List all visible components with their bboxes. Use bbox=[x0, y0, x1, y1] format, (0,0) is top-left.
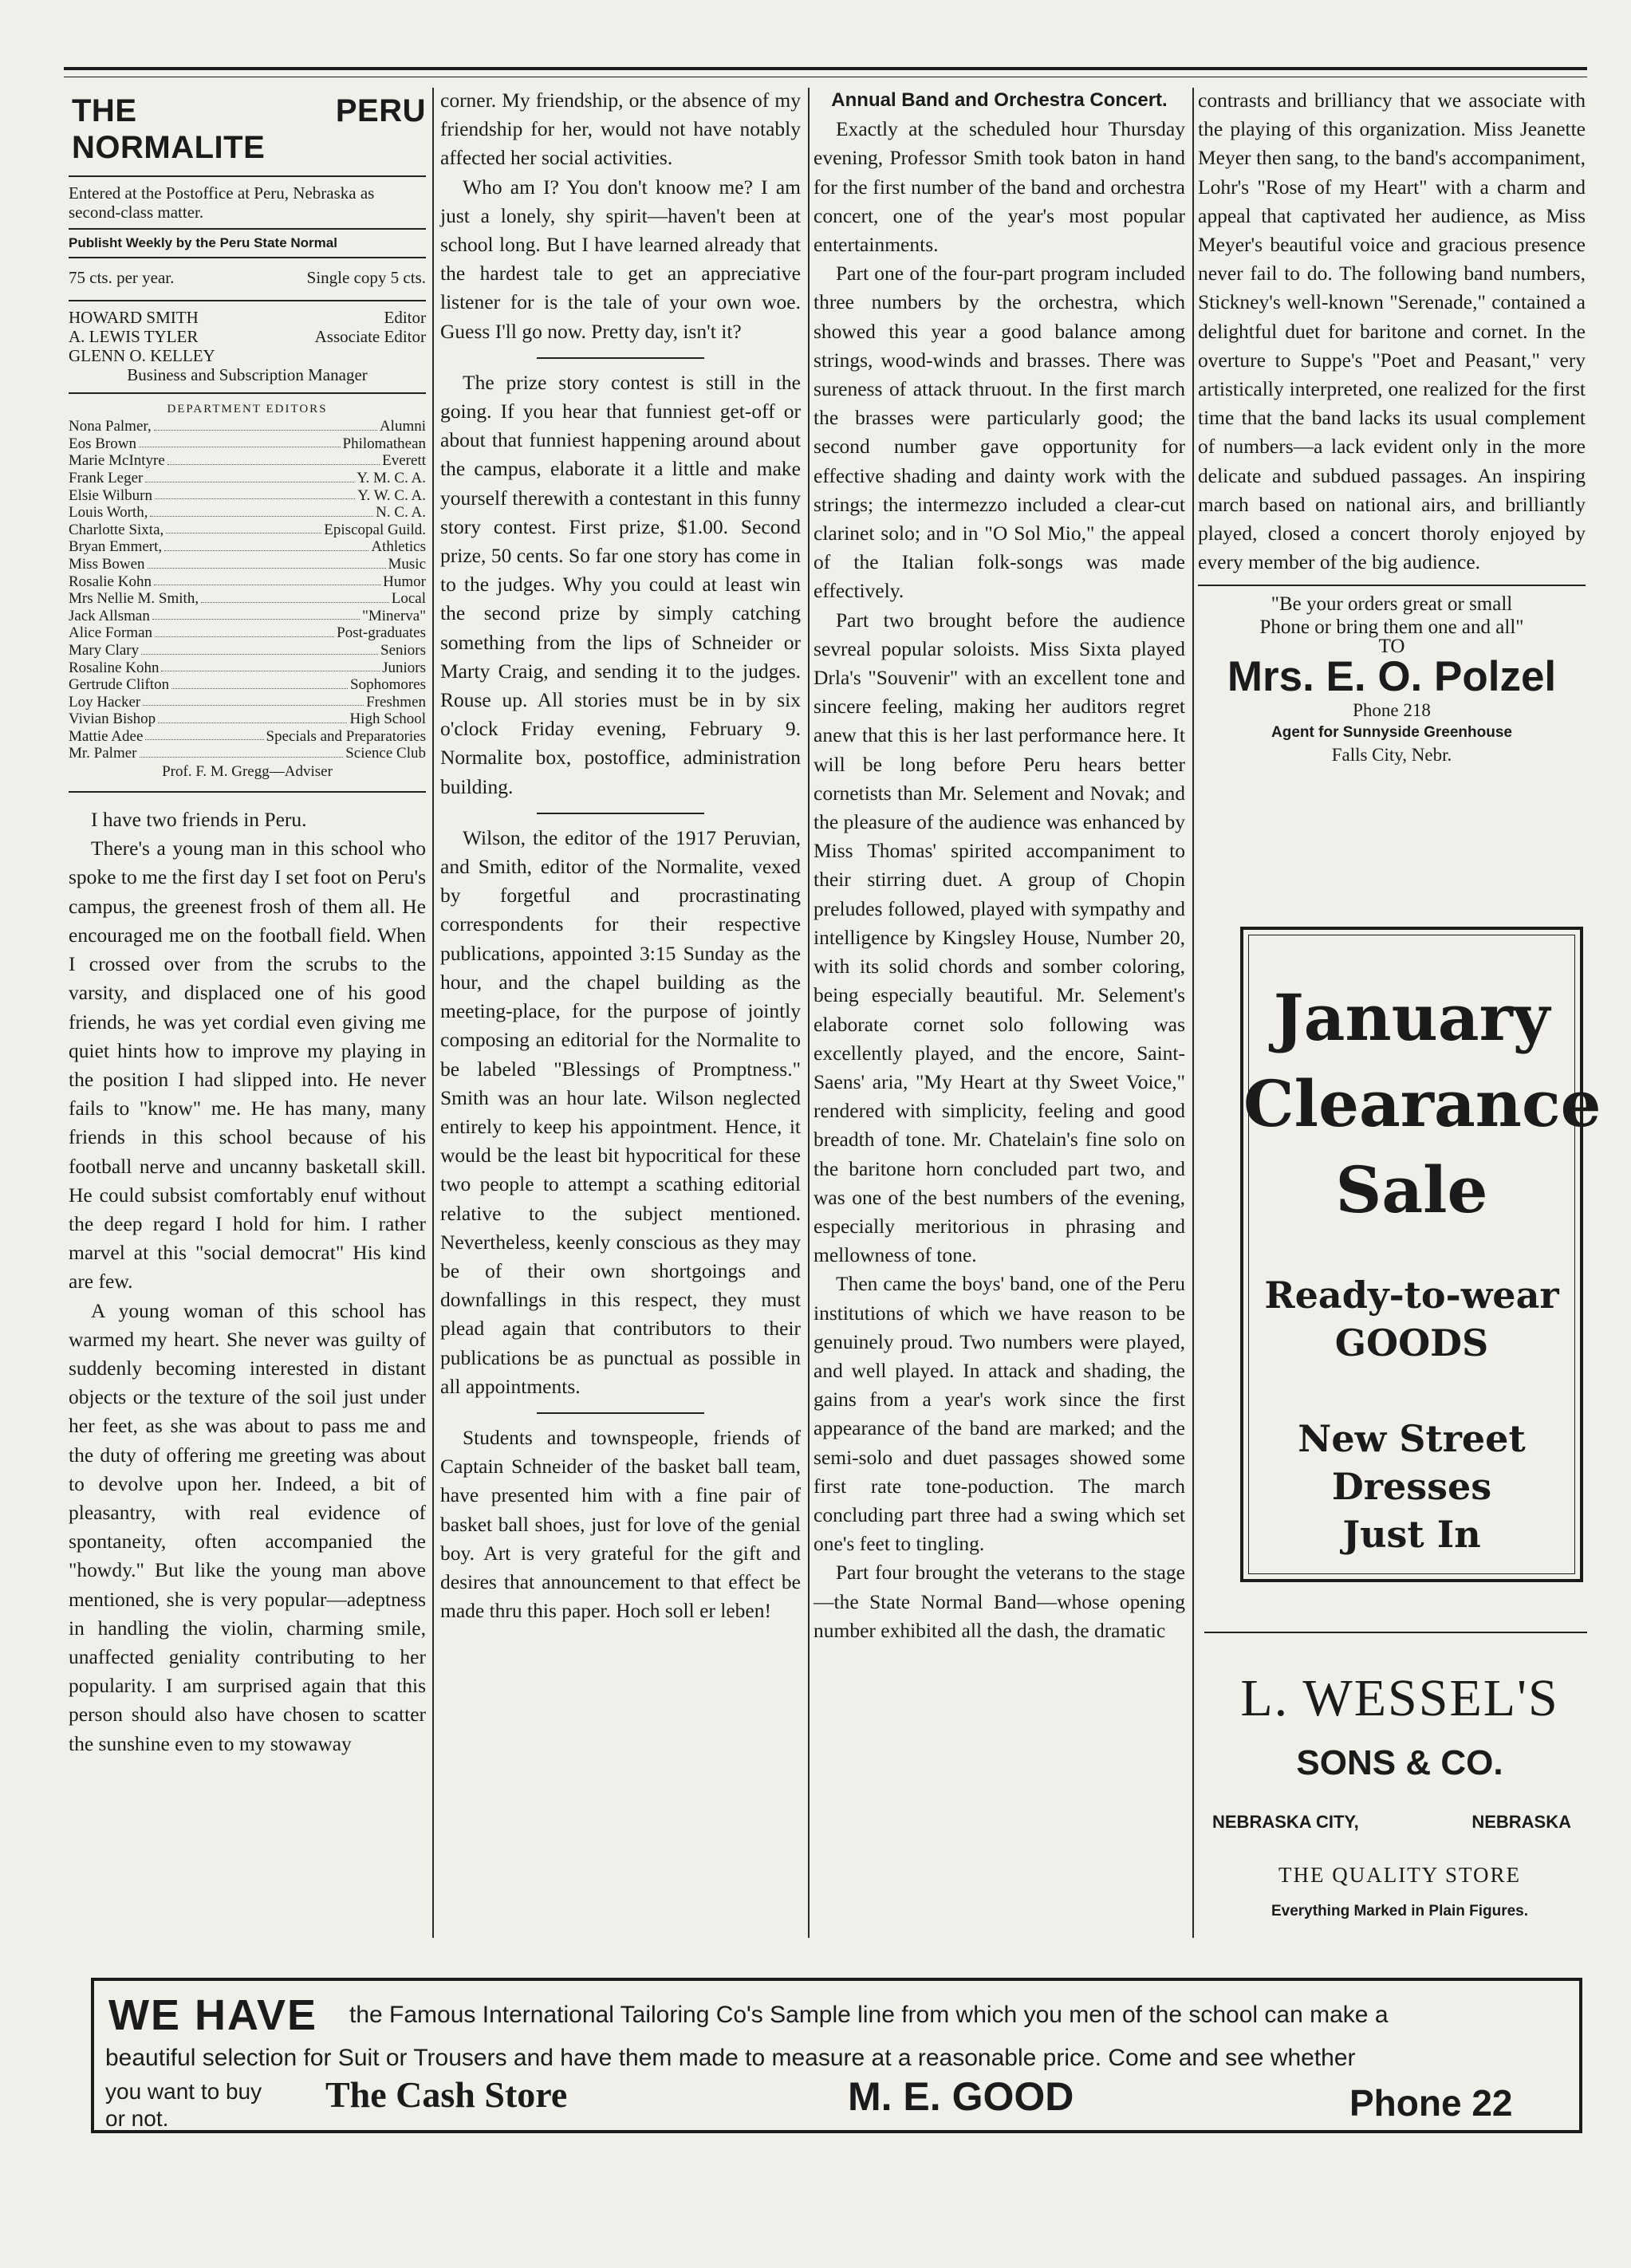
masthead-price bbox=[69, 258, 426, 300]
dept-editor-dept: Everett bbox=[382, 452, 426, 470]
dept-editor-name: Elsie Wilburn bbox=[69, 486, 152, 504]
dept-editor-dept: N. C. A. bbox=[376, 504, 426, 522]
masthead-published: Publisht Weekly by the Peru State Normal bbox=[69, 235, 337, 250]
promptness-article bbox=[440, 824, 801, 1401]
dept-editor-name: Frank Leger bbox=[69, 469, 144, 486]
cash-ad-line2: beautiful selection for Suit or Trousers and have them made to measure at a reasonable price. Come and see whether bbox=[105, 2045, 1356, 2071]
polzel-city: Falls City, Nebr. bbox=[1331, 745, 1452, 766]
column-4 bbox=[1198, 86, 1586, 766]
dept-heading: DEPARTMENT EDITORS bbox=[167, 403, 328, 416]
staff-name: GLENN O. KELLEY bbox=[69, 346, 215, 366]
dept-editor-dept: Specials and Preparatories bbox=[266, 727, 426, 745]
cash-ad-line1: the Famous International Tailoring Co's Sample line from which you men of the school can make a bbox=[349, 2002, 1389, 2028]
staff-row bbox=[69, 327, 426, 346]
separator bbox=[537, 813, 704, 814]
dept-editor-dept: Freshmen bbox=[366, 693, 426, 711]
prize-story-article bbox=[440, 368, 801, 801]
column-2 bbox=[440, 86, 801, 1625]
sale-dresses: Dresses bbox=[1331, 1465, 1492, 1508]
dept-editor-name: Loy Hacker bbox=[69, 693, 141, 711]
concert-heading: Annual Band and Orchestra Concert. bbox=[831, 89, 1168, 111]
cash-store-name: The Cash Store bbox=[325, 2074, 568, 2115]
leader-dots bbox=[164, 538, 368, 551]
cash-store-ad bbox=[91, 1978, 1582, 2133]
polzel-line2: Phone or bring them one and all" bbox=[1259, 616, 1524, 639]
store-phone: Phone 22 bbox=[1349, 2082, 1513, 2124]
polzel-name: Mrs. E. O. Polzel bbox=[1227, 653, 1557, 701]
staff-name: HOWARD SMITH bbox=[69, 308, 199, 328]
dept-editor-row bbox=[69, 452, 426, 470]
masthead-entered: Entered at the Postoffice at Peru, Nebraska as second-class matter. bbox=[69, 183, 375, 222]
staff-role: Associate Editor bbox=[314, 327, 426, 347]
leader-dots bbox=[166, 522, 321, 534]
dept-editor-dept: Local bbox=[391, 590, 426, 608]
sale-title-1: January bbox=[1273, 980, 1550, 1055]
dept-editor-name: Gertrude Clifton bbox=[69, 676, 170, 694]
paragraph: Part one of the four-part program included three numbers by the orchestra, which showed this year a good balance among strings, wood-winds and brasses. There was sureness of attack thruout. In the first march the brasses were particularly good; the second number gave opportunity for effective shading and dainty work with the strings; the intermezzo included a clear-cut clarinet solo; and in "O Sol Mio," the appeal of the Italian folk-songs was made effectively. bbox=[814, 262, 1185, 603]
clearance-sale-ad bbox=[1240, 927, 1601, 1582]
leader-dots bbox=[150, 504, 373, 517]
dept-editor-row bbox=[69, 711, 426, 728]
dept-editor-dept: Music bbox=[388, 555, 426, 573]
dept-editor-name: Jack Allsman bbox=[69, 607, 150, 624]
leader-dots bbox=[171, 676, 348, 689]
dept-editor-name: Mattie Adee bbox=[69, 727, 144, 745]
dept-editor-name: Rosaline Kohn bbox=[69, 659, 160, 676]
dept-editor-dept: Philomathean bbox=[342, 435, 426, 452]
dept-editor-name: Mrs Nellie M. Smith, bbox=[69, 590, 199, 608]
dept-editor-row bbox=[69, 728, 426, 746]
friends-article bbox=[69, 805, 426, 1758]
paragraph: Exactly at the scheduled hour Thursday evening, Professor Smith took baton in hand for the first number of the band and orchestra concert, one of the year's most popular entertainments. bbox=[814, 117, 1185, 257]
leader-dots bbox=[140, 745, 344, 758]
divider bbox=[1204, 1632, 1587, 1633]
leader-dots bbox=[141, 642, 378, 655]
column-3 bbox=[814, 86, 1185, 1645]
staff-name: A. LEWIS TYLER bbox=[69, 327, 199, 347]
staff-role: Business and Subscription Manager bbox=[127, 365, 368, 385]
dept-editor-row bbox=[69, 590, 426, 608]
dept-editor-dept: "Minerva" bbox=[362, 607, 426, 624]
leader-dots bbox=[154, 573, 380, 586]
leader-dots bbox=[145, 470, 354, 482]
wessel-marked: Everything Marked in Plain Figures. bbox=[1271, 1903, 1529, 1920]
column-divider bbox=[808, 88, 810, 1938]
dept-editor-name: Rosalie Kohn bbox=[69, 573, 152, 590]
paragraph: Who am I? You don't knoow me? I am just a lonely, shy spirit—haven't been at school long. But I have learned already that the hardest tale to get an appreciative listener for is the tale of your own woe. Guess I'll go now. Pretty day, isn't it? bbox=[440, 175, 801, 343]
dept-editor-name: Bryan Emmert, bbox=[69, 538, 163, 556]
dept-editor-name: Mary Clary bbox=[69, 641, 140, 659]
dept-editor-row bbox=[69, 470, 426, 487]
polzel-ad bbox=[1198, 586, 1586, 658]
sale-title-2: Clearance bbox=[1243, 1066, 1601, 1141]
dept-editor-dept: Humor bbox=[383, 573, 426, 590]
dept-editor-name: Vivian Bishop bbox=[69, 711, 156, 728]
dept-editor-row bbox=[69, 556, 426, 573]
dept-editor-row bbox=[69, 608, 426, 625]
dept-editor-row bbox=[69, 694, 426, 711]
paragraph: Part two brought before the audience sevreal popular soloists. Miss Sixta played Drla's "Souvenir" with an excellent tone and sincere feeling, making her auditors regret anew that this is her last performance here. It will be long before Peru hears better cornetists than Mr. Selement and Novak; and the pleasure of the audience was enhanced by Miss Thomas' spirited accompaniment to their stirring duet. A group of Chopin preludes followed, played with sympathy and intelligence by Kingsley House, Number 20, with its solid chords and somber coloring, being especially beautiful. Mr. Selement's elaborate cornet solo following was excellently played, and the encore, Saint-Saens' aria, "My Heart at thy Sweet Voice," rendered with simplicity, feeling and good breadth of tone. Mr. Chatelain's fine solo on the baritone horn concluded part two, and was one of the best numbers of the evening, especially meritorious in phrasing and mellowness of tone. bbox=[814, 608, 1185, 1267]
wessel-store: THE QUALITY STORE bbox=[1278, 1863, 1521, 1887]
dept-editor-dept: Sophomores bbox=[350, 676, 426, 694]
dept-editor-row bbox=[69, 745, 426, 762]
dept-editor-row bbox=[69, 676, 426, 694]
dept-editor-name: Charlotte Sixta, bbox=[69, 521, 164, 538]
paragraph: The prize story contest is still in the going. If you hear that funniest get-off or about that funniest happening around about the campus, elaborate it a little and make yourself therewith a contestant in this funny story contest. First prize, $1.00. Second prize, 50 cents. So far one story has come in to the judges. Why you could at least win the second prize by simply catching something from the lips of Schneider or Marty Craig, and sending it to the judges. Rouse up. All stories must be in by six o'clock Friday evening, February 9. Normalite box, postoffice, administration building. bbox=[440, 370, 801, 798]
paragraph: There's a young man in this school who spoke to me the first day I set foot on Peru's campus, the greenest frosh of them all. He encouraged me on the football field. When I crossed over from the scrubs to the varsity, and displaced one of his good friends, he was yet cordial even giving me quiet hints how to improve my playing in the position I had slipped into. He never fails to "know" me. He has many, many friends in this school because of his football nerve and uncanny basketall skill. He could subsist comfortably enuf without the deep regard I hold for him. I rather marvel at this "social democrat" His kind are few. bbox=[69, 837, 426, 1293]
leader-dots bbox=[161, 660, 380, 672]
dept-editor-dept: Y. M. C. A. bbox=[357, 469, 426, 486]
paragraph: I have two friends in Peru. bbox=[91, 808, 307, 832]
dept-editor-row bbox=[69, 538, 426, 556]
price-year: 75 cts. per year. bbox=[69, 268, 175, 287]
column-1 bbox=[69, 86, 426, 1758]
wessel-state: NEBRASKA bbox=[1471, 1812, 1571, 1832]
polzel-agent: Agent for Sunnyside Greenhouse bbox=[1271, 724, 1512, 742]
we-have: WE HAVE bbox=[108, 1991, 318, 2039]
sale-goods: GOODS bbox=[1334, 1321, 1489, 1364]
concert-article bbox=[814, 115, 1185, 1645]
wessel-name: L. WESSEL'S bbox=[1240, 1669, 1559, 1727]
top-rule bbox=[64, 67, 1587, 70]
leader-dots bbox=[155, 487, 355, 500]
dept-editor-row bbox=[69, 504, 426, 522]
dept-editor-row bbox=[69, 573, 426, 591]
dept-editor-row bbox=[69, 435, 426, 453]
dept-editor-dept: Seniors bbox=[380, 641, 426, 659]
dept-editor-name: Miss Bowen bbox=[69, 555, 145, 573]
leader-dots bbox=[155, 624, 334, 637]
dept-editor-dept: Episcopal Guild. bbox=[324, 521, 426, 538]
leader-dots bbox=[167, 452, 380, 465]
leader-dots bbox=[158, 711, 347, 723]
paragraph: corner. My friendship, or the absence of my friendship for her, would not have notably affected her social activities. bbox=[440, 89, 801, 170]
staff-row bbox=[69, 308, 426, 327]
leader-dots bbox=[152, 608, 360, 620]
dept-editor-name: Marie McIntyre bbox=[69, 452, 165, 470]
polzel-line1: "Be your orders great or small bbox=[1271, 593, 1513, 616]
staff-list bbox=[69, 301, 426, 392]
dept-editor-row bbox=[69, 522, 426, 539]
sale-new: New Street bbox=[1298, 1417, 1526, 1460]
dept-editor-dept: Science Club bbox=[345, 745, 426, 762]
wessel-city bbox=[1212, 1812, 1571, 1833]
leader-dots bbox=[139, 435, 341, 448]
cash-ad-line3: you want to buy or not. bbox=[105, 2079, 262, 2131]
leader-dots bbox=[154, 418, 377, 431]
dept-editor-dept: Juniors bbox=[382, 659, 426, 676]
dept-editor-name: Eos Brown bbox=[69, 435, 136, 452]
leader-dots bbox=[148, 556, 386, 569]
dept-editor-name: Alice Forman bbox=[69, 624, 153, 642]
dept-editor-name: Mr. Palmer bbox=[69, 745, 137, 762]
dept-editor-row bbox=[69, 418, 426, 435]
paragraph: Wilson, the editor of the 1917 Peruvian, and Smith, editor of the Normalite, vexed by forgetful and procrastinating correspondents for their respective publications, appointed 3:15 Sunday as the hour, and the chapel building as the meeting-place, for the purpose of jointly composing an editorial for the Normalite to be labeled "Blessings of Promptness." Smith was an hour late. Wilson neglected entirely to keep his appointment. Hence, it would be the least bit hypocritical for these two people to attempt a scathing editorial relative to the subject mentioned. Nevertheless, keenly conscious as they may be of their own shortgoings and downfallings in this respect, they must plead again that contributors to their publications be as punctual as possible in all appointments. bbox=[440, 825, 801, 1398]
dept-editors-list bbox=[69, 418, 426, 762]
wessel-city-name: NEBRASKA CITY, bbox=[1212, 1812, 1359, 1832]
dept-editor-row bbox=[69, 642, 426, 660]
polzel-phone: Phone 218 bbox=[1353, 700, 1431, 721]
staff-row bbox=[69, 346, 426, 365]
leader-dots bbox=[143, 694, 364, 707]
dept-editor-dept: Alumni bbox=[379, 418, 426, 435]
dept-editor-name: Louis Worth, bbox=[69, 504, 148, 522]
column-divider bbox=[432, 88, 434, 1938]
friends-article-continued bbox=[440, 86, 801, 346]
dept-editor-row bbox=[69, 660, 426, 677]
dept-editor-dept: Post-graduates bbox=[337, 624, 426, 642]
paragraph: contrasts and brilliancy that we associate with the playing of this organization. Miss Jeanette Meyer then sang, to the band's accompaniment, Lohr's "Rose of my Heart" with a charm and appeal that captivated her audience, as Miss Meyer's beautiful voice and gracious presence never fail to do. The following band numbers, Stickney's well-known "Serenade," contained a delightful duet for baritone and cornet. In the overture to Suppe's "Poet and Peasant," very artistically interpreted, one realized for the first time that the band lacks its usual complement of numbers—a lack evident only in the more delicate and subdued passages. An inspiring march based on national airs, and brilliantly played, closed a concert thoroly enjoyed by every member of the big audience. bbox=[1198, 89, 1586, 574]
masthead-title: THE PERU NORMALITE bbox=[72, 93, 426, 165]
wessel-sons: SONS & CO. bbox=[1296, 1743, 1503, 1782]
store-owner: M. E. GOOD bbox=[848, 2074, 1074, 2119]
sale-title-3: Sale bbox=[1335, 1152, 1488, 1227]
dept-editor-row bbox=[69, 487, 426, 505]
separator bbox=[537, 1412, 704, 1414]
column-divider bbox=[1192, 88, 1194, 1938]
dept-editor-name: Nona Palmer, bbox=[69, 418, 152, 435]
paragraph: A young woman of this school has warmed my heart. She never was guilty of suddenly becoming interested in distant objects or the texture of the soil just under her feet, as she was about to pass me and the duty of offering me greeting was about to devolve upon her. Indeed, a bit of pleasantry, with real evidence of spontaneity, often accompanied the "howdy." But like the young man above mentioned, she is very popular—adeptness in handling the violin, charming smile, unaffected geniality contributing to her popularity. I am surprised again that this person should also have chosen to scatter the sunshine even to my stowaway bbox=[69, 1298, 426, 1755]
price-single: Single copy 5 cts. bbox=[306, 268, 426, 287]
separator bbox=[537, 357, 704, 359]
basketball-shoes-article bbox=[440, 1423, 801, 1625]
paragraph: Then came the boys' band, one of the Peru institutions of which we have reason to be genuinely proud. Two numbers were played, and well played. In attack and shading, the gains from a year's work since the first appearance of the band are marked; and the semi-solo and duet passages showed some first rate tone-poduction. The march concluding part three had a swing which set one's feet to tingling. bbox=[814, 1272, 1185, 1556]
dept-adviser: Prof. F. M. Gregg—Adviser bbox=[162, 763, 333, 781]
sale-ready: Ready-to-wear bbox=[1264, 1274, 1559, 1317]
concert-article-continued bbox=[1198, 86, 1586, 577]
dept-editor-dept: Y. W. C. A. bbox=[357, 486, 426, 504]
polzel-to: TO bbox=[1378, 636, 1405, 658]
sale-justin: Just In bbox=[1342, 1513, 1481, 1556]
paragraph: Students and townspeople, friends of Captain Schneider of the basket ball team, have presented him with a fine pair of basket ball shoes, just for love of the genial boy. Art is very grateful for the gift and desires that announcement to that effect be made thru this paper. Hoch soll er leben! bbox=[440, 1425, 801, 1623]
leader-dots bbox=[145, 728, 263, 741]
leader-dots bbox=[201, 590, 389, 603]
dept-editor-row bbox=[69, 624, 426, 642]
dept-editor-dept: High School bbox=[349, 711, 426, 728]
staff-role: Editor bbox=[384, 308, 426, 328]
dept-editor-dept: Athletics bbox=[371, 538, 426, 556]
paragraph: Part four brought the veterans to the stage—the State Normal Band—whose opening number exhibited all the dash, the dramatic bbox=[814, 1561, 1185, 1642]
